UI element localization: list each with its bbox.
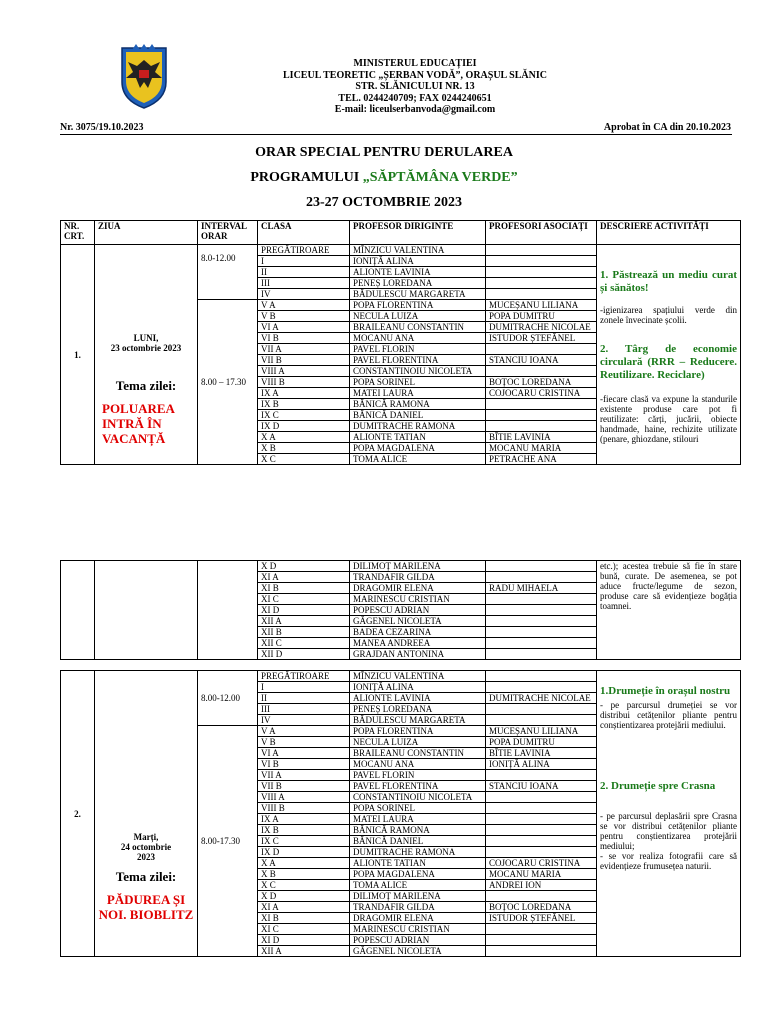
homeroom-teacher-cell: GĂGENEL NICOLETA (350, 946, 486, 957)
col-interval: INTERVAL ORAR (198, 221, 258, 245)
associate-teacher-cell (486, 605, 597, 616)
homeroom-teacher-cell: BĂDULESCU MARGARETA (350, 289, 486, 300)
schedule-table-day2 (60, 670, 741, 957)
class-cell: XII B (258, 627, 350, 638)
class-cell: IX C (258, 836, 350, 847)
associate-teacher-cell: BOȚOC LOREDANA (486, 902, 597, 913)
associate-teacher-cell (486, 267, 597, 278)
class-cell: VI B (258, 759, 350, 770)
col-diriginte: PROFESOR DIRIGINTE (350, 221, 486, 245)
class-cell: IX A (258, 388, 350, 399)
associate-teacher-cell: POPA DUMITRU (486, 737, 597, 748)
day-name: Marți, (133, 831, 159, 842)
homeroom-teacher-cell: NECULA LUIZA (350, 311, 486, 322)
associate-teacher-cell (486, 803, 597, 814)
homeroom-teacher-cell: NECULA LUIZA (350, 737, 486, 748)
class-cell: III (258, 278, 350, 289)
homeroom-teacher-cell: POPA FLORENTINA (350, 300, 486, 311)
class-cell: XI A (258, 572, 350, 583)
school-name: LICEUL TEORETIC „ȘERBAN VODĂ”, ORAȘUL SLĂNIC (283, 69, 547, 81)
class-cell: II (258, 693, 350, 704)
class-cell: XI D (258, 935, 350, 946)
associate-teacher-cell: MUCEȘANU LILIANA (486, 726, 597, 737)
class-cell: IV (258, 715, 350, 726)
theme-label: Tema zilei: (115, 868, 177, 884)
associate-teacher-cell: PETRACHE ANA (486, 454, 597, 465)
associate-teacher-cell: STANCIU IOANA (486, 781, 597, 792)
row-number-empty (61, 561, 95, 660)
associate-teacher-cell (486, 256, 597, 267)
activity-description-continued: etc.); acestea trebuie să fie în stare bună, curate. De asemenea, se pot aduce fructe/legume de sezon, produse care să evidențieze bogăția toamnei. (597, 561, 741, 660)
associate-teacher-cell (486, 935, 597, 946)
schedule-table-day1 (60, 220, 741, 465)
class-cell: V B (258, 737, 350, 748)
class-cell: IX D (258, 421, 350, 432)
homeroom-teacher-cell: BRAILEANU CONSTANTIN (350, 322, 486, 333)
associate-teacher-cell (486, 946, 597, 957)
homeroom-teacher-cell: PENEȘ LOREDANA (350, 278, 486, 289)
document-number: Nr. 3075/19.10.2023 (60, 122, 144, 133)
homeroom-teacher-cell: MARINESCU CRISTIAN (350, 594, 486, 605)
homeroom-teacher-cell: BRAILEANU CONSTANTIN (350, 748, 486, 759)
homeroom-teacher-cell: DUMITRACHE RAMONA (350, 421, 486, 432)
associate-teacher-cell (486, 344, 597, 355)
class-cell: II (258, 267, 350, 278)
homeroom-teacher-cell: ALIONTE TATIAN (350, 858, 486, 869)
associate-teacher-cell: ANDREI ION (486, 880, 597, 891)
associate-teacher-cell: ISTUDOR ȘTEFĂNEL (486, 333, 597, 344)
homeroom-teacher-cell: CONSTANTINOIU NICOLETA (350, 792, 486, 803)
associate-teacher-cell (486, 278, 597, 289)
doc-title-prefix: PROGRAMULUI (250, 170, 363, 185)
associate-teacher-cell (486, 792, 597, 803)
class-cell: VIII A (258, 366, 350, 377)
day-name: LUNI, (133, 333, 159, 343)
table-row (61, 561, 741, 572)
activity2-title: 2. Drumeție spre Crasna (600, 780, 716, 792)
associate-teacher-cell (486, 399, 597, 410)
class-cell: XII D (258, 649, 350, 660)
activity2-text2: - se vor realiza fotografii care să evidențieze frumusețea naturii. (600, 851, 737, 871)
class-cell: VII A (258, 770, 350, 781)
homeroom-teacher-cell: POPA FLORENTINA (350, 726, 486, 737)
interval-cell-empty (198, 561, 258, 660)
doc-title-dates: 23-27 OCTOMBRIE 2023 (305, 195, 463, 210)
class-cell: IX C (258, 410, 350, 421)
school-phone: TEL. 0244240709; FAX 0244240651 (338, 92, 492, 104)
class-cell: XII A (258, 946, 350, 957)
associate-teacher-cell: STANCIU IOANA (486, 355, 597, 366)
homeroom-teacher-cell: MATEI LAURA (350, 388, 486, 399)
activity-description (597, 671, 741, 957)
activity1-text: -igienizarea spațiului verde din zonele învecinate școlii. (600, 305, 737, 325)
class-cell: V A (258, 300, 350, 311)
class-cell: IX B (258, 825, 350, 836)
homeroom-teacher-cell: BĂDULESCU MARGARETA (350, 715, 486, 726)
class-cell: V B (258, 311, 350, 322)
homeroom-teacher-cell: PAVEL FLORIN (350, 770, 486, 781)
homeroom-teacher-cell: POPA SORINEL (350, 377, 486, 388)
associate-teacher-cell: MOCANU MARIA (486, 443, 597, 454)
class-cell: X B (258, 443, 350, 454)
associate-teacher-cell (486, 814, 597, 825)
class-cell: PREGĂTIROARE (258, 245, 350, 256)
associate-teacher-cell: BOȚOC LOREDANA (486, 377, 597, 388)
class-cell: I (258, 256, 350, 267)
class-cell: XI B (258, 583, 350, 594)
homeroom-teacher-cell: BĂNICĂ DANIEL (350, 836, 486, 847)
associate-teacher-cell (486, 627, 597, 638)
homeroom-teacher-cell: DUMITRACHE RAMONA (350, 847, 486, 858)
associate-teacher-cell (486, 649, 597, 660)
associate-teacher-cell (486, 924, 597, 935)
associate-teacher-cell (486, 704, 597, 715)
class-cell: XI D (258, 605, 350, 616)
approval-note: Aprobat în CA din 20.10.2023 (603, 122, 731, 133)
class-cell: XI B (258, 913, 350, 924)
homeroom-teacher-cell: MARINESCU CRISTIAN (350, 924, 486, 935)
activity1-title: 1. Păstrează un mediu curat și sănătos! (600, 269, 737, 294)
class-cell: X C (258, 880, 350, 891)
associate-teacher-cell: MUCEȘANU LILIANA (486, 300, 597, 311)
associate-teacher-cell: COJOCARU CRISTINA (486, 388, 597, 399)
col-descriere: DESCRIERE ACTIVITĂȚI (597, 221, 741, 245)
col-clasa: CLASA (258, 221, 350, 245)
col-asociati: PROFESORI ASOCIAȚI (486, 221, 597, 245)
theme-title: POLUAREA INTRĂ ÎN VACANȚĂ (102, 401, 175, 446)
homeroom-teacher-cell: MOCANU ANA (350, 759, 486, 770)
theme-label: Tema zilei: (115, 378, 177, 393)
class-cell: IX A (258, 814, 350, 825)
class-cell: VI B (258, 333, 350, 344)
doc-title-line2 (0, 170, 768, 186)
class-cell: I (258, 682, 350, 693)
homeroom-teacher-cell: ALIONTE LAVINIA (350, 267, 486, 278)
homeroom-teacher-cell: TOMA ALICE (350, 880, 486, 891)
row-number: 1. (61, 245, 95, 465)
class-cell: XI A (258, 902, 350, 913)
class-cell: VIII B (258, 377, 350, 388)
homeroom-teacher-cell: GĂGENEL NICOLETA (350, 616, 486, 627)
class-cell: V A (258, 726, 350, 737)
class-cell: XI C (258, 924, 350, 935)
associate-teacher-cell: BÎTIE LAVINIA (486, 432, 597, 443)
homeroom-teacher-cell: DRAGOMIR ELENA (350, 913, 486, 924)
associate-teacher-cell (486, 572, 597, 583)
doc-title-line1: ORAR SPECIAL PENTRU DERULAREA (255, 145, 513, 160)
homeroom-teacher-cell: BĂNICĂ DANIEL (350, 410, 486, 421)
interval-cell: 8.0-12.00 (198, 245, 258, 300)
class-cell: X B (258, 869, 350, 880)
associate-teacher-cell (486, 715, 597, 726)
class-cell: VII B (258, 355, 350, 366)
class-cell: III (258, 704, 350, 715)
activity1-text: - pe parcursul drumeției se vor distribui cetățenilor pliante pentru conștientizarea protejării mediului. (600, 700, 737, 730)
header-divider (60, 134, 732, 135)
interval-cell: 8.00-12.00 (198, 671, 258, 726)
table-row (61, 671, 741, 682)
class-cell: XII C (258, 638, 350, 649)
class-cell: VII A (258, 344, 350, 355)
homeroom-teacher-cell: MANEA ANDREEA (350, 638, 486, 649)
class-cell: VIII B (258, 803, 350, 814)
associate-teacher-cell (486, 671, 597, 682)
homeroom-teacher-cell: PENEȘ LOREDANA (350, 704, 486, 715)
class-cell: VII B (258, 781, 350, 792)
ministry-name: MINISTERUL EDUCAȚIEI (353, 58, 477, 69)
class-cell: X D (258, 891, 350, 902)
homeroom-teacher-cell: DRAGOMIR ELENA (350, 583, 486, 594)
class-cell: X C (258, 454, 350, 465)
class-cell: X D (258, 561, 350, 572)
homeroom-teacher-cell: BĂNICĂ RAMONA (350, 825, 486, 836)
day-date: 24 octombrie 2023 (120, 841, 172, 862)
associate-teacher-cell (486, 410, 597, 421)
associate-teacher-cell: DUMITRACHE NICOLAE (486, 693, 597, 704)
class-cell: X A (258, 858, 350, 869)
class-cell: IX B (258, 399, 350, 410)
institution-header (160, 58, 670, 116)
associate-teacher-cell (486, 682, 597, 693)
associate-teacher-cell: ISTUDOR ȘTEFĂNEL (486, 913, 597, 924)
class-cell: XII A (258, 616, 350, 627)
homeroom-teacher-cell: DILIMOȚ MARILENA (350, 891, 486, 902)
interval-cell: 8.00-17.30 (198, 726, 258, 957)
activity2-text: -fiecare clasă va expune la standurile existente produse care pot fi reutilizate: cărți, jucării, obiecte handmade, haine, rechizite utilizate (penare, ghiozdane, stilouri (600, 394, 737, 444)
homeroom-teacher-cell: POPESCU ADRIAN (350, 935, 486, 946)
class-cell: VI A (258, 748, 350, 759)
associate-teacher-cell (486, 825, 597, 836)
homeroom-teacher-cell: POPA MAGDALENA (350, 443, 486, 454)
homeroom-teacher-cell: TRANDAFIR GILDA (350, 572, 486, 583)
day-cell (95, 245, 198, 465)
homeroom-teacher-cell: PAVEL FLORIN (350, 344, 486, 355)
homeroom-teacher-cell: PAVEL FLORENTINA (350, 355, 486, 366)
associate-teacher-cell (486, 638, 597, 649)
activity-description (597, 245, 741, 465)
homeroom-teacher-cell: MÎNZICU VALENTINA (350, 245, 486, 256)
homeroom-teacher-cell: IONIȚĂ ALINA (350, 682, 486, 693)
class-cell: PREGĂTIROARE (258, 671, 350, 682)
activity2-text1: - pe parcursul deplasării spre Crasna se vor distribui cetățenilor pliante pentru conștientizarea protejării mediului; (600, 811, 737, 851)
associate-teacher-cell (486, 770, 597, 781)
associate-teacher-cell (486, 289, 597, 300)
row-number: 2. (61, 671, 95, 957)
homeroom-teacher-cell: POPA SORINEL (350, 803, 486, 814)
homeroom-teacher-cell: POPESCU ADRIAN (350, 605, 486, 616)
homeroom-teacher-cell: MÎNZICU VALENTINA (350, 671, 486, 682)
table-row (61, 245, 741, 256)
associate-teacher-cell (486, 245, 597, 256)
associate-teacher-cell (486, 616, 597, 627)
associate-teacher-cell: BÎTIE LAVINIA (486, 748, 597, 759)
associate-teacher-cell: MOCANU MARIA (486, 869, 597, 880)
school-email: E-mail: liceulserbanvoda@gmail.com (334, 104, 496, 116)
homeroom-teacher-cell: ALIONTE LAVINIA (350, 693, 486, 704)
homeroom-teacher-cell: TOMA ALICE (350, 454, 486, 465)
homeroom-teacher-cell: CONSTANTINOIU NICOLETA (350, 366, 486, 377)
homeroom-teacher-cell: MOCANU ANA (350, 333, 486, 344)
activity1-title: 1.Drumeție în orașul nostru (600, 685, 731, 697)
associate-teacher-cell (486, 594, 597, 605)
homeroom-teacher-cell: GRAJDAN ANTONINA (350, 649, 486, 660)
interval-cell: 8.00 – 17.30 (198, 300, 258, 465)
homeroom-teacher-cell: TRANDAFIR GILDA (350, 902, 486, 913)
activity2-title: 2. Târg de economie circulară (RRR – Reducere. Reutilizare. Reciclare) (600, 343, 737, 381)
associate-teacher-cell (486, 421, 597, 432)
homeroom-teacher-cell: PAVEL FLORENTINA (350, 781, 486, 792)
day-cell (95, 671, 198, 957)
associate-teacher-cell: DUMITRACHE NICOLAE (486, 322, 597, 333)
col-nr: NR. CRT. (61, 221, 95, 245)
class-cell: XI C (258, 594, 350, 605)
homeroom-teacher-cell: ALIONTE TATIAN (350, 432, 486, 443)
homeroom-teacher-cell: MATEI LAURA (350, 814, 486, 825)
associate-teacher-cell: POPA DUMITRU (486, 311, 597, 322)
homeroom-teacher-cell: BĂNICĂ RAMONA (350, 399, 486, 410)
associate-teacher-cell (486, 891, 597, 902)
class-cell: X A (258, 432, 350, 443)
homeroom-teacher-cell: DILIMOȚ MARILENA (350, 561, 486, 572)
associate-teacher-cell: IONIȚĂ ALINA (486, 759, 597, 770)
table-header-row (61, 221, 741, 245)
theme-title: PĂDUREA ȘI NOI. BIOBLITZ (98, 891, 194, 922)
homeroom-teacher-cell: BADEA CEZARINA (350, 627, 486, 638)
associate-teacher-cell (486, 836, 597, 847)
class-cell: IX D (258, 847, 350, 858)
col-ziua: ZIUA (95, 221, 198, 245)
day-date: 23 octombrie 2023 (110, 343, 182, 353)
homeroom-teacher-cell: IONIȚĂ ALINA (350, 256, 486, 267)
program-name: „SĂPTĂMÂNA VERDE” (362, 170, 518, 185)
associate-teacher-cell (486, 847, 597, 858)
homeroom-teacher-cell: POPA MAGDALENA (350, 869, 486, 880)
schedule-table-day1-continued (60, 560, 741, 660)
class-cell: VI A (258, 322, 350, 333)
associate-teacher-cell (486, 366, 597, 377)
associate-teacher-cell: RADU MIHAELA (486, 583, 597, 594)
associate-teacher-cell: COJOCARU CRISTINA (486, 858, 597, 869)
day-cell-empty (95, 561, 198, 660)
class-cell: VIII A (258, 792, 350, 803)
associate-teacher-cell (486, 561, 597, 572)
school-street: STR. SLĂNICULUI NR. 13 (355, 81, 475, 93)
class-cell: IV (258, 289, 350, 300)
